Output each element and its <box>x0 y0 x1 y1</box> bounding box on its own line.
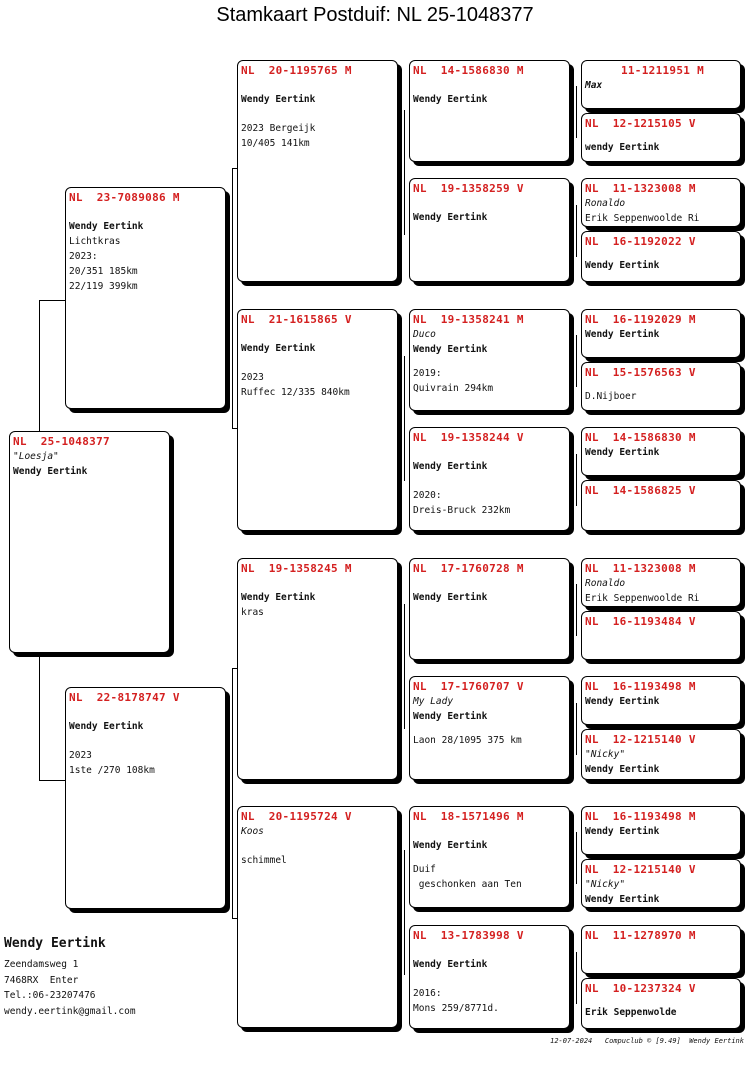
grandsire-maternal-card <box>237 558 398 780</box>
ring-number: NL 13-1783998 V <box>413 929 524 942</box>
ancestor-card <box>409 925 570 1029</box>
pigeon-name: Max <box>585 80 603 91</box>
pigeon-info: 22/119 399km <box>69 281 138 292</box>
pigeon-info: 1ste /270 108km <box>69 765 155 776</box>
ancestor-card <box>581 60 741 109</box>
owner: Wendy Eertink <box>413 94 488 105</box>
ancestor-card <box>409 309 570 411</box>
pigeon-info: Lichtkras <box>69 236 121 247</box>
pigeon-info: 2023: <box>69 251 98 262</box>
main-pigeon-card <box>9 431 170 653</box>
ancestor-card <box>581 859 741 908</box>
owner: Wendy Eertink <box>413 711 488 722</box>
connector-line <box>576 584 577 636</box>
pigeon-info: Dreis-Bruck 232km <box>413 505 511 516</box>
ring-number: NL 19-1358259 V <box>413 182 524 195</box>
connector-line <box>576 703 577 755</box>
granddam-maternal-card <box>237 806 398 1028</box>
breeder-name: Wendy Eertink <box>4 936 106 951</box>
ring-number: NL 17-1760707 V <box>413 680 524 693</box>
pigeon-name: Koos <box>241 826 264 837</box>
ring-number: NL 20-1195765 M <box>241 64 352 77</box>
owner: wendy Eertink <box>585 142 660 153</box>
pigeon-info: 2023 Bergeijk <box>241 123 316 134</box>
owner: Wendy Eertink <box>69 221 144 232</box>
ancestor-card <box>409 60 570 162</box>
breeder-street: Zeendamsweg 1 <box>4 959 79 970</box>
connector-line <box>576 454 577 506</box>
dam-card <box>65 687 226 909</box>
owner: Erik Seppenwolde <box>585 1007 677 1018</box>
ring-number: 11-1211951 M <box>620 64 705 77</box>
ring-number: NL 14-1586825 V <box>585 484 696 497</box>
connector-line <box>576 205 577 257</box>
owner: Wendy Eertink <box>585 447 660 458</box>
ring-number: NL 16-1193498 M <box>585 680 696 693</box>
pigeon-name: Ronaldo <box>585 578 626 589</box>
ring-number: NL 16-1192022 V <box>585 235 696 248</box>
ancestor-card <box>581 427 741 476</box>
ring-number: NL 23-7089086 M <box>69 191 180 204</box>
owner: Wendy Eertink <box>13 466 88 477</box>
owner: Wendy Eertink <box>241 343 316 354</box>
ancestor-card <box>409 427 570 531</box>
breeder-info <box>4 936 136 1019</box>
ring-number: NL 16-1192029 M <box>585 313 696 326</box>
owner: Wendy Eertink <box>413 840 488 851</box>
ancestor-card <box>581 362 741 411</box>
pigeon-info: 20/351 185km <box>69 266 138 277</box>
pigeon-name: Ronaldo <box>585 198 626 209</box>
pigeon-info: 2020: <box>413 490 442 501</box>
pigeon-info: geschonken aan Ten <box>413 879 522 890</box>
ring-number: NL 25-1048377 <box>13 435 110 448</box>
ring-number: NL 16-1193498 M <box>585 810 696 823</box>
connector-line <box>404 850 405 975</box>
ancestor-card <box>409 558 570 660</box>
ring-number: NL 19-1358244 V <box>413 431 524 444</box>
ancestor-card <box>581 178 741 227</box>
owner: D.Nijboer <box>585 391 637 402</box>
pigeon-info: 2023 <box>241 372 264 383</box>
pigeon-info: Ruffec 12/335 840km <box>241 387 350 398</box>
connector-line <box>232 668 233 918</box>
connector-line <box>576 952 577 1004</box>
connector-line <box>39 300 40 432</box>
ancestor-card <box>581 676 741 725</box>
ancestor-card <box>409 806 570 908</box>
pigeon-info: Mons 259/8771d. <box>413 1003 499 1014</box>
connector-line <box>232 168 233 428</box>
ring-number: NL 10-1237324 V <box>585 982 696 995</box>
owner: Wendy Eertink <box>585 894 660 905</box>
page-title: Stamkaart Postduif: NL 25-1048377 <box>216 4 534 26</box>
connector-line <box>404 604 405 729</box>
pigeon-name: Duco <box>413 329 436 340</box>
sire-card <box>65 187 226 409</box>
ring-number: NL 14-1586830 M <box>585 431 696 444</box>
connector-line <box>39 655 40 780</box>
ring-number: NL 12-1215105 V <box>585 117 696 130</box>
owner: Wendy Eertink <box>69 721 144 732</box>
breeder-phone: Tel.:06-23207476 <box>4 990 96 1001</box>
connector-line <box>576 832 577 884</box>
pigeon-info: 2023 <box>69 750 92 761</box>
pigeon-info: 10/405 141km <box>241 138 310 149</box>
owner: Wendy Eertink <box>413 959 488 970</box>
owner: Wendy Eertink <box>585 696 660 707</box>
ring-number: NL 17-1760728 M <box>413 562 524 575</box>
granddam-paternal-card <box>237 309 398 531</box>
pigeon-name: "Nicky" <box>585 749 626 760</box>
connector-line <box>404 110 405 235</box>
ancestor-card <box>581 480 741 531</box>
ring-number: NL 11-1323008 M <box>585 562 696 575</box>
pigeon-name: "Nicky" <box>585 879 626 890</box>
ancestor-card <box>581 113 741 162</box>
ring-number: NL 11-1323008 M <box>585 182 696 195</box>
ring-number: NL 15-1576563 V <box>585 366 696 379</box>
ring-number: NL 19-1358241 M <box>413 313 524 326</box>
ancestor-card <box>581 309 741 358</box>
pigeon-info: Quivrain 294km <box>413 383 494 394</box>
pigeon-name: My Lady <box>413 696 454 707</box>
pigeon-info: 2016: <box>413 988 442 999</box>
ring-number: NL 19-1358245 M <box>241 562 352 575</box>
pigeon-info: schimmel <box>241 855 287 866</box>
ring-number: NL 11-1278970 M <box>585 929 696 942</box>
owner: Wendy Eertink <box>585 329 660 340</box>
grandsire-paternal-card <box>237 60 398 282</box>
owner: Wendy Eertink <box>413 461 488 472</box>
owner: Wendy Eertink <box>241 94 316 105</box>
ring-number: NL 12-1215140 V <box>585 863 696 876</box>
owner: Wendy Eertink <box>413 212 488 223</box>
ancestor-card <box>581 231 741 282</box>
owner: Erik Seppenwoolde Ri <box>585 213 700 224</box>
ancestor-card <box>581 729 741 780</box>
owner: Erik Seppenwoolde Ri <box>585 593 700 604</box>
owner: Wendy Eertink <box>413 344 488 355</box>
ring-number: NL 22-8178747 V <box>69 691 180 704</box>
ring-number: NL 12-1215140 V <box>585 733 696 746</box>
owner: Wendy Eertink <box>413 592 488 603</box>
owner: Wendy Eertink <box>585 826 660 837</box>
ancestor-card <box>581 978 741 1029</box>
pigeon-info: 2019: <box>413 368 442 379</box>
breeder-email: wendy.eertink@gmail.com <box>4 1005 136 1017</box>
connector-line <box>404 356 405 481</box>
ancestor-card <box>581 806 741 855</box>
owner: Wendy Eertink <box>585 260 660 271</box>
ring-number: NL 21-1615865 V <box>241 313 352 326</box>
connector-line <box>39 780 65 781</box>
owner: Wendy Eertink <box>585 764 660 775</box>
ancestor-card <box>409 676 570 780</box>
ancestor-card <box>581 558 741 607</box>
pigeon-info: kras <box>241 607 264 618</box>
pigeon-name: "Loesja" <box>13 451 59 462</box>
ring-number: NL 14-1586830 M <box>413 64 524 77</box>
connector-line <box>576 86 577 138</box>
ancestor-card <box>409 178 570 282</box>
ring-number: NL 20-1195724 V <box>241 810 352 823</box>
connector-line <box>39 300 65 301</box>
connector-line <box>576 335 577 387</box>
ring-number: NL 18-1571496 M <box>413 810 524 823</box>
ancestor-card <box>581 925 741 974</box>
pigeon-info: Laon 28/1095 375 km <box>413 735 522 746</box>
ring-number: NL 16-1193484 V <box>585 615 696 628</box>
owner: Wendy Eertink <box>241 592 316 603</box>
ancestor-card <box>581 611 741 660</box>
footer-credit: 12-07-2024 Compuclub © [9.49] Wendy Eertink <box>550 1037 744 1045</box>
breeder-city: 7468RX Enter <box>4 974 79 986</box>
pigeon-info: Duif <box>413 864 436 875</box>
